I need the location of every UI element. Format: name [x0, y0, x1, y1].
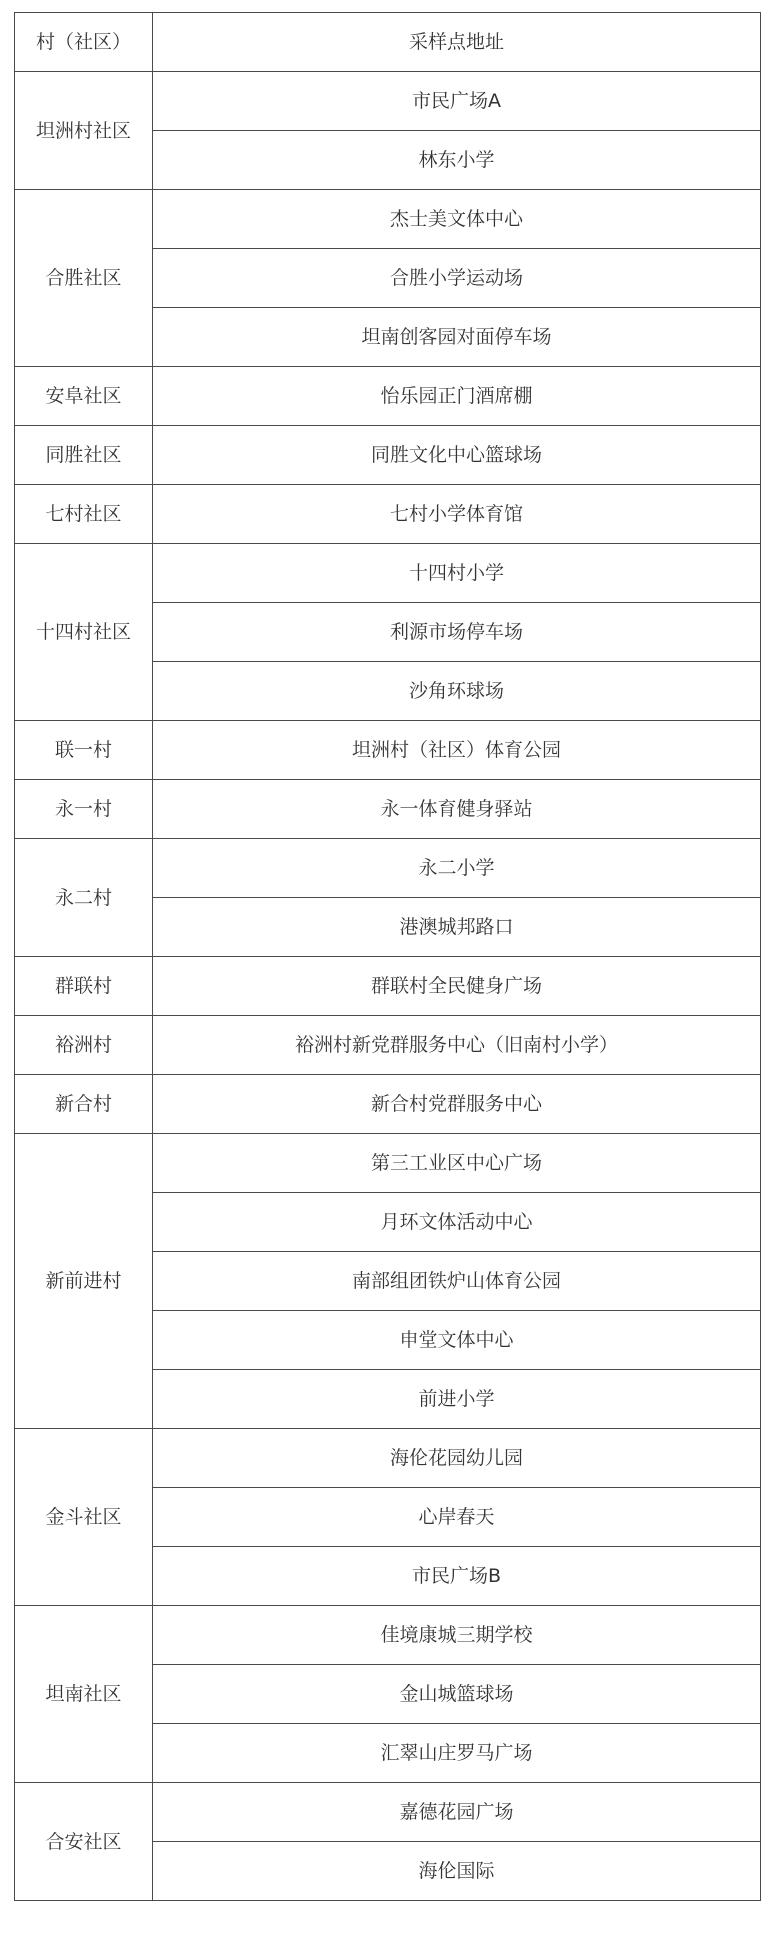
site-address-cell: 利源市场停车场 [153, 603, 761, 662]
site-address-cell: 申堂文体中心 [153, 1311, 761, 1370]
site-address-cell: 坦南创客园对面停车场 [153, 308, 761, 367]
table-row [15, 780, 761, 839]
table-row [15, 839, 761, 898]
site-address-cell: 十四村小学 [153, 544, 761, 603]
community-cell: 永二村 [15, 839, 153, 957]
community-cell: 联一村 [15, 721, 153, 780]
community-cell: 合安社区 [15, 1783, 153, 1901]
site-address-cell: 第三工业区中心广场 [153, 1134, 761, 1193]
community-cell: 合胜社区 [15, 190, 153, 367]
table-row [15, 1075, 761, 1134]
table-row [15, 721, 761, 780]
community-cell: 金斗社区 [15, 1429, 153, 1606]
site-address-cell: 月环文体活动中心 [153, 1193, 761, 1252]
site-address-cell: 杰士美文体中心 [153, 190, 761, 249]
site-address-cell: 市民广场A [153, 72, 761, 131]
site-address-cell: 沙角环球场 [153, 662, 761, 721]
community-cell: 坦南社区 [15, 1606, 153, 1783]
table-row [15, 1783, 761, 1842]
site-address-cell: 海伦花园幼儿园 [153, 1429, 761, 1488]
table-row [15, 485, 761, 544]
table-row [15, 957, 761, 1016]
site-address-cell: 七村小学体育馆 [153, 485, 761, 544]
header-site-address: 采样点地址 [153, 13, 761, 72]
header-community: 村（社区） [15, 13, 153, 72]
site-address-cell: 永一体育健身驿站 [153, 780, 761, 839]
site-address-cell: 永二小学 [153, 839, 761, 898]
site-address-cell: 南部组团铁炉山体育公园 [153, 1252, 761, 1311]
table-row [15, 1016, 761, 1075]
sampling-sites-table [14, 12, 761, 1901]
table-row [15, 190, 761, 249]
site-address-cell: 合胜小学运动场 [153, 249, 761, 308]
table-row [15, 1429, 761, 1488]
site-address-cell: 怡乐园正门酒席棚 [153, 367, 761, 426]
community-cell: 裕洲村 [15, 1016, 153, 1075]
header-row [15, 13, 761, 72]
community-cell: 坦洲村社区 [15, 72, 153, 190]
site-address-cell: 港澳城邦路口 [153, 898, 761, 957]
site-address-cell: 汇翠山庄罗马广场 [153, 1724, 761, 1783]
community-cell: 新前进村 [15, 1134, 153, 1429]
community-cell: 十四村社区 [15, 544, 153, 721]
site-address-cell: 新合村党群服务中心 [153, 1075, 761, 1134]
community-cell: 群联村 [15, 957, 153, 1016]
community-cell: 七村社区 [15, 485, 153, 544]
table-body [15, 13, 761, 1901]
site-address-cell: 坦洲村（社区）体育公园 [153, 721, 761, 780]
site-address-cell: 群联村全民健身广场 [153, 957, 761, 1016]
community-cell: 新合村 [15, 1075, 153, 1134]
community-cell: 安阜社区 [15, 367, 153, 426]
site-address-cell: 林东小学 [153, 131, 761, 190]
table-row [15, 367, 761, 426]
site-address-cell: 心岸春天 [153, 1488, 761, 1547]
site-address-cell: 同胜文化中心篮球场 [153, 426, 761, 485]
community-cell: 永一村 [15, 780, 153, 839]
table-row [15, 544, 761, 603]
site-address-cell: 裕洲村新党群服务中心（旧南村小学） [153, 1016, 761, 1075]
site-address-cell: 海伦国际 [153, 1842, 761, 1901]
site-address-cell: 嘉德花园广场 [153, 1783, 761, 1842]
site-address-cell: 金山城篮球场 [153, 1665, 761, 1724]
table-row [15, 426, 761, 485]
table-row [15, 72, 761, 131]
site-address-cell: 前进小学 [153, 1370, 761, 1429]
table-row [15, 1606, 761, 1665]
site-address-cell: 佳境康城三期学校 [153, 1606, 761, 1665]
site-address-cell: 市民广场B [153, 1547, 761, 1606]
table-row [15, 1134, 761, 1193]
community-cell: 同胜社区 [15, 426, 153, 485]
